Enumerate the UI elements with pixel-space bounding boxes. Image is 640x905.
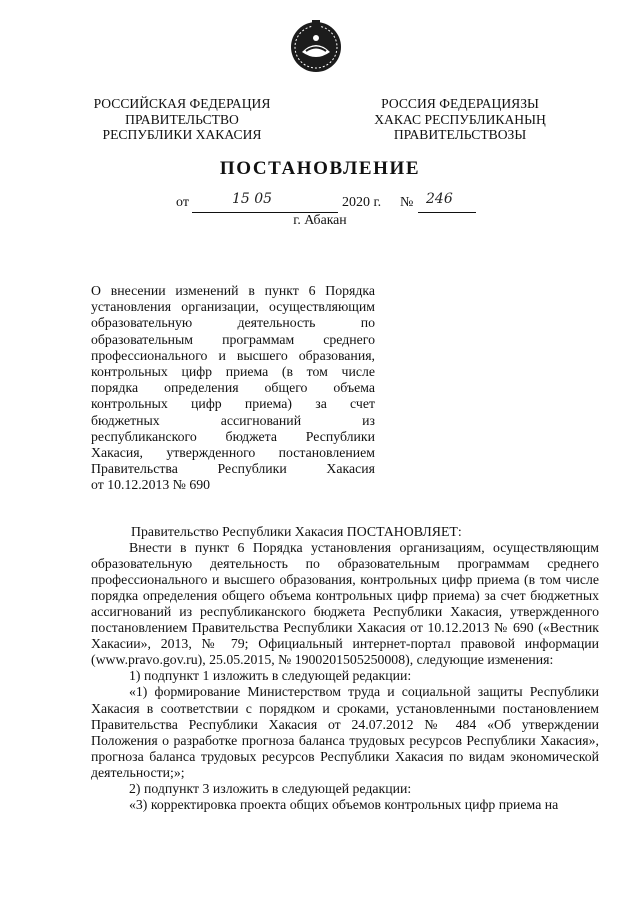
handwritten-number: 246 <box>426 191 453 207</box>
subject-line: образовательным программам среднего <box>91 331 375 347</box>
body-paragraph: «3) корректировка проекта общих объемов контрольных цифр приема на <box>129 796 559 812</box>
city-name: г. Абакан <box>293 212 347 227</box>
header-left-russian <box>84 96 280 143</box>
header-left-line: РОССИЙСКАЯ ФЕДЕРАЦИЯ <box>93 96 271 111</box>
body-paragraph: Правительство Республики Хакасия ПОСТАНОВЛЯЕТ: <box>131 524 462 539</box>
coat-of-arms-emblem <box>288 16 344 74</box>
document-body <box>91 524 599 813</box>
subject-line: О внесении изменений в пункт 6 Порядка <box>91 283 375 298</box>
document-title: ПОСТАНОВЛЕНИЕ <box>219 158 421 179</box>
subject-line: порядка определения общего объема <box>91 380 375 396</box>
body-paragraph: Внести в пункт 6 Порядка установления организациям, осуществляющим образовательную деятельность по образовательным программам среднего профессионального и высшего образования, контрольных цифр приема (в том числе порядка определения общего объема контрольных цифр приема) за счет бюджетных ассигнований из республиканского бюджета Республики Хакасия, утвержденного постановлением Правительства Республики Хакасия от 10.12.2013 № 690 («Вестник Хакасии», 2013, № 79; Официальный интернет-портал правовой информации (www.pravo.gov.ru), 25.05.2015, № 1900201505250008), следующие изменения: <box>91 540 599 668</box>
date-from-label: от <box>176 195 189 210</box>
subject-line: Хакасия, утвержденного постановлением <box>91 445 375 461</box>
body-paragraph: 1) подпункт 1 изложить в следующей редакции: <box>129 668 412 684</box>
document-subject <box>91 283 375 494</box>
header-right-line: РОССИЯ ФЕДЕРАЦИЯЗЫ <box>381 96 539 111</box>
date-year: 2020 г. <box>342 195 382 210</box>
subject-line: от 10.12.2013 № 690 <box>91 477 211 493</box>
subject-line: бюджетных ассигнований из <box>91 412 375 428</box>
handwritten-date: 15 05 <box>232 191 273 207</box>
subject-line: установления организации, осуществляющим <box>91 299 375 315</box>
subject-line: республиканского бюджета Республики <box>91 428 375 444</box>
subject-line: профессионального и высшего образования, <box>91 347 375 363</box>
subject-line: контрольных цифр приема (в том числе <box>91 364 375 380</box>
number-label: № <box>400 195 414 210</box>
body-paragraph: 2) подпункт 3 изложить в следующей редакции: <box>129 780 412 796</box>
header-right-line: ПРАВИТЕЛЬСТВОЗЫ <box>393 127 527 142</box>
header-right-line: ХАКАС РЕСПУБЛИКАНЫҢ <box>374 111 546 127</box>
subject-line: контрольных цифр приема) за счет <box>91 396 375 412</box>
header-right-khakas <box>362 96 558 143</box>
subject-line: Правительства Республики Хакасия <box>91 461 375 477</box>
header-left-line: РЕСПУБЛИКИ ХАКАСИЯ <box>102 127 262 142</box>
body-paragraph: «1) формирование Министерством труда и социальной защиты Республики Хакасия в соответствии с порядком и сроками, установленными постановлением Правительства Республики Хакасия от 24.07.2012 № 484 «Об утверждении Положения о разработке прогноза баланса трудовых ресурсов Республики Хакасия», прогноза баланса трудовых ресурсов Республики Хакасия по видам экономической деятельности;»; <box>91 684 599 780</box>
subject-line: образовательную деятельность по <box>91 315 375 331</box>
header-left-line: ПРАВИТЕЛЬСТВО <box>125 111 239 127</box>
